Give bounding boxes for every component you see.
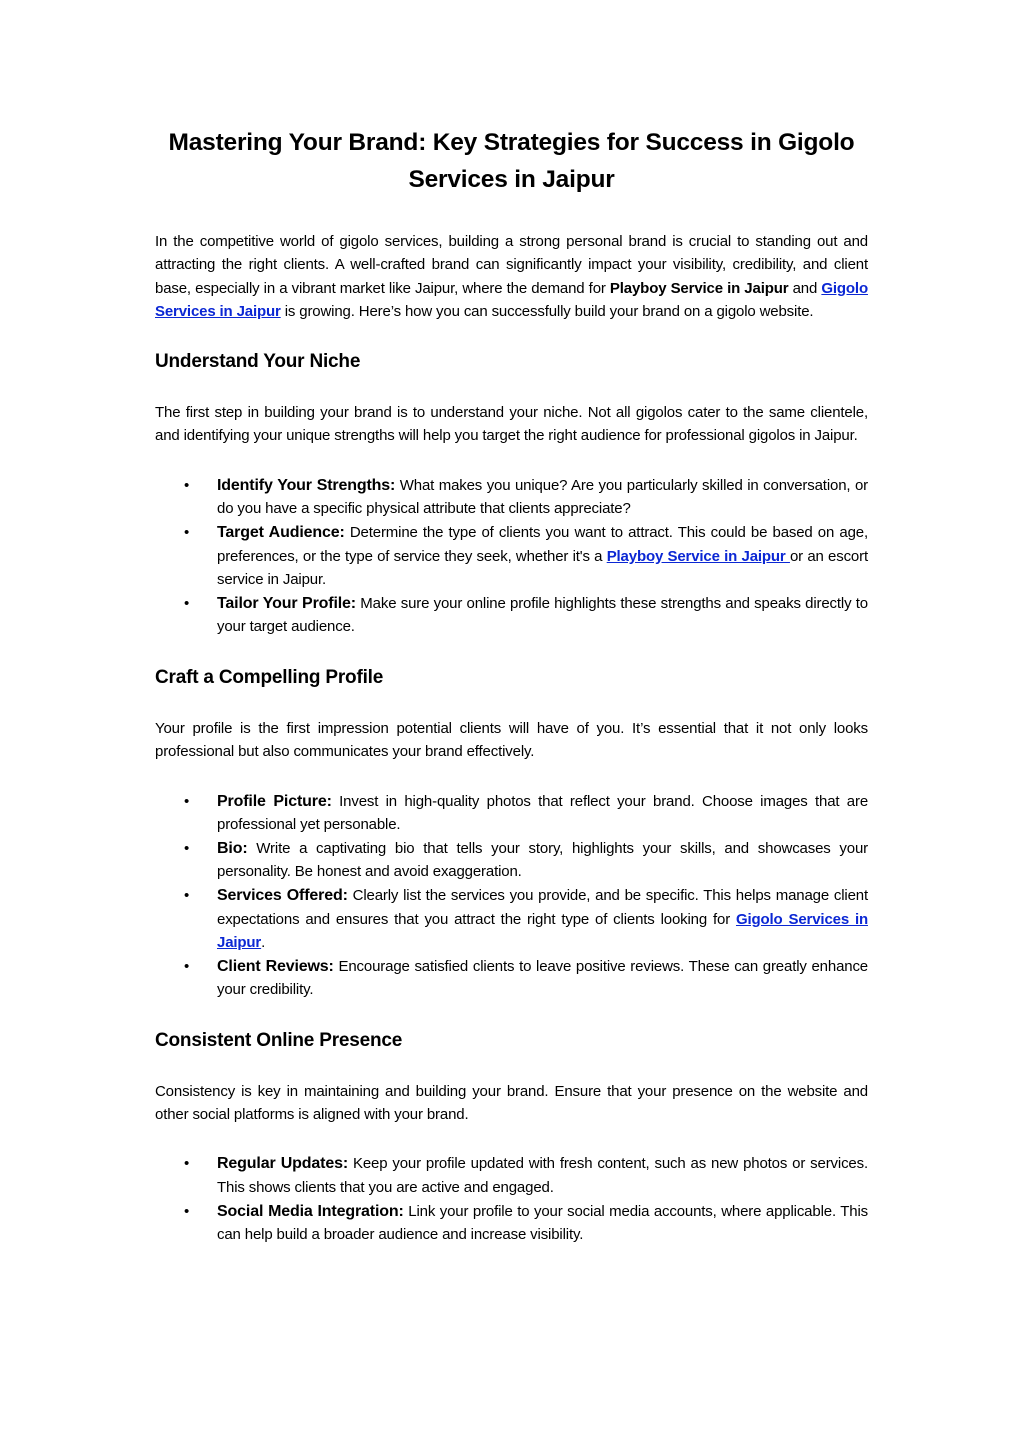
list-item-lead: Services Offered: [217, 886, 348, 904]
section-body-presence: Consistency is key in maintaining and building your brand. Ensure that your presence on the website and other social platforms is aligned with your brand. [155, 1082, 868, 1124]
section-heading-presence: Consistent Online Presence [155, 1029, 403, 1051]
section-body-niche: The first step in building your brand is to understand your niche. Not all gigolos cater to the same clientele, and identifying your unique strengths will help you target the right audience for professional gigolos in Jaipur. [155, 404, 868, 445]
list-item-text: What makes you unique? Are you particularly skilled in conversation, or do you have a specific physical attribute that clients appreciate? [217, 476, 868, 518]
list-item-text: Encourage satisfied clients to leave positive reviews. These can greatly enhance your credibility. [217, 957, 868, 999]
section-heading-niche: Understand Your Niche [155, 351, 361, 373]
document-page [155, 124, 868, 1273]
list-item-text-after: or an escort service in Jaipur. [217, 547, 868, 589]
presence-list [155, 1152, 868, 1246]
section-heading-profile: Craft a Compelling Profile [155, 666, 384, 688]
bullet-icon: • [184, 957, 190, 975]
list-item [155, 592, 868, 639]
bullet-icon: • [184, 792, 190, 810]
bullet-icon: • [184, 1202, 190, 1220]
list-item-text-after: . [261, 934, 266, 952]
list-item-lead: Identify Your Strengths: [217, 476, 396, 494]
list-item-lead: Regular Updates: [217, 1155, 349, 1173]
list-item [155, 1200, 868, 1247]
list-item [155, 955, 868, 1002]
intro-text-1: In the competitive world of gigolo services, building a strong personal brand is crucial to standing out and attracting the right clients. A well-crafted brand can significantly impact your visibility, credibility, and client base, especially in a vibrant market like Jaipur, where the demand for [155, 233, 868, 297]
bullet-icon: • [184, 523, 190, 541]
list-item [155, 790, 868, 837]
list-item-text: Write a captivating bio that tells your story, highlights your skills, and showcases your personality. Be honest and avoid exaggeration. [217, 839, 868, 881]
intro-text-2: and [788, 279, 822, 297]
bullet-icon: • [184, 476, 190, 494]
list-item-text: Determine the type of clients you want to attract. This could be based on age, preferences, or the type of service they seek, whether it's a [217, 523, 868, 565]
bullet-icon: • [184, 1155, 190, 1173]
niche-list [155, 474, 868, 639]
list-item-lead: Bio: [217, 839, 248, 857]
list-item [155, 1152, 868, 1199]
list-item [155, 884, 868, 955]
section-body-profile: Your profile is the first impression potential clients will have of you. It’s essential that it not only looks professional but also communicates your brand effectively. [155, 719, 868, 761]
bullet-icon: • [184, 886, 190, 904]
link-gigolo-services[interactable]: Gigolo Services in Jaipur [217, 910, 868, 952]
list-item-text: Invest in high-quality photos that reflect your brand. Choose images that are professional yet personable. [217, 792, 869, 834]
page-title: Mastering Your Brand: Key Strategies for Success in Gigolo Services in Jaipur [168, 129, 855, 193]
bullet-icon: • [184, 839, 190, 857]
intro-bold-keyword: Playboy Service in Jaipur [609, 279, 789, 297]
list-item [155, 474, 868, 521]
list-item-lead: Tailor Your Profile: [217, 594, 356, 612]
list-item [155, 521, 868, 592]
list-item-text: Make sure your online profile highlights these strengths and speaks directly to your target audience. [217, 594, 868, 636]
list-item-lead: Target Audience: [217, 523, 345, 541]
list-item [155, 837, 868, 884]
list-item-text: Clearly list the services you provide, and be specific. This helps manage client expectations and ensures that you attract the right type of clients looking for [217, 886, 869, 928]
bullet-icon: • [184, 594, 190, 612]
link-playboy-service[interactable]: Playboy Service in Jaipur [606, 547, 790, 565]
intro-text-3: is growing. Here’s how you can successfully build your brand on a gigolo website. [280, 302, 814, 320]
list-item-text: Link your profile to your social media accounts, where applicable. This can help build a broader audience and increase visibility. [217, 1202, 868, 1244]
list-item-lead: Social Media Integration: [217, 1202, 404, 1220]
list-item-lead: Profile Picture: [217, 792, 332, 810]
profile-list [155, 790, 868, 1002]
list-item-text: Keep your profile updated with fresh content, such as new photos or services. This shows clients that you are active and engaged. [217, 1155, 868, 1197]
intro-paragraph [155, 230, 868, 323]
intro-link-gigolo-services[interactable]: Gigolo Services in Jaipur [155, 279, 868, 320]
list-item-lead: Client Reviews: [217, 957, 334, 975]
